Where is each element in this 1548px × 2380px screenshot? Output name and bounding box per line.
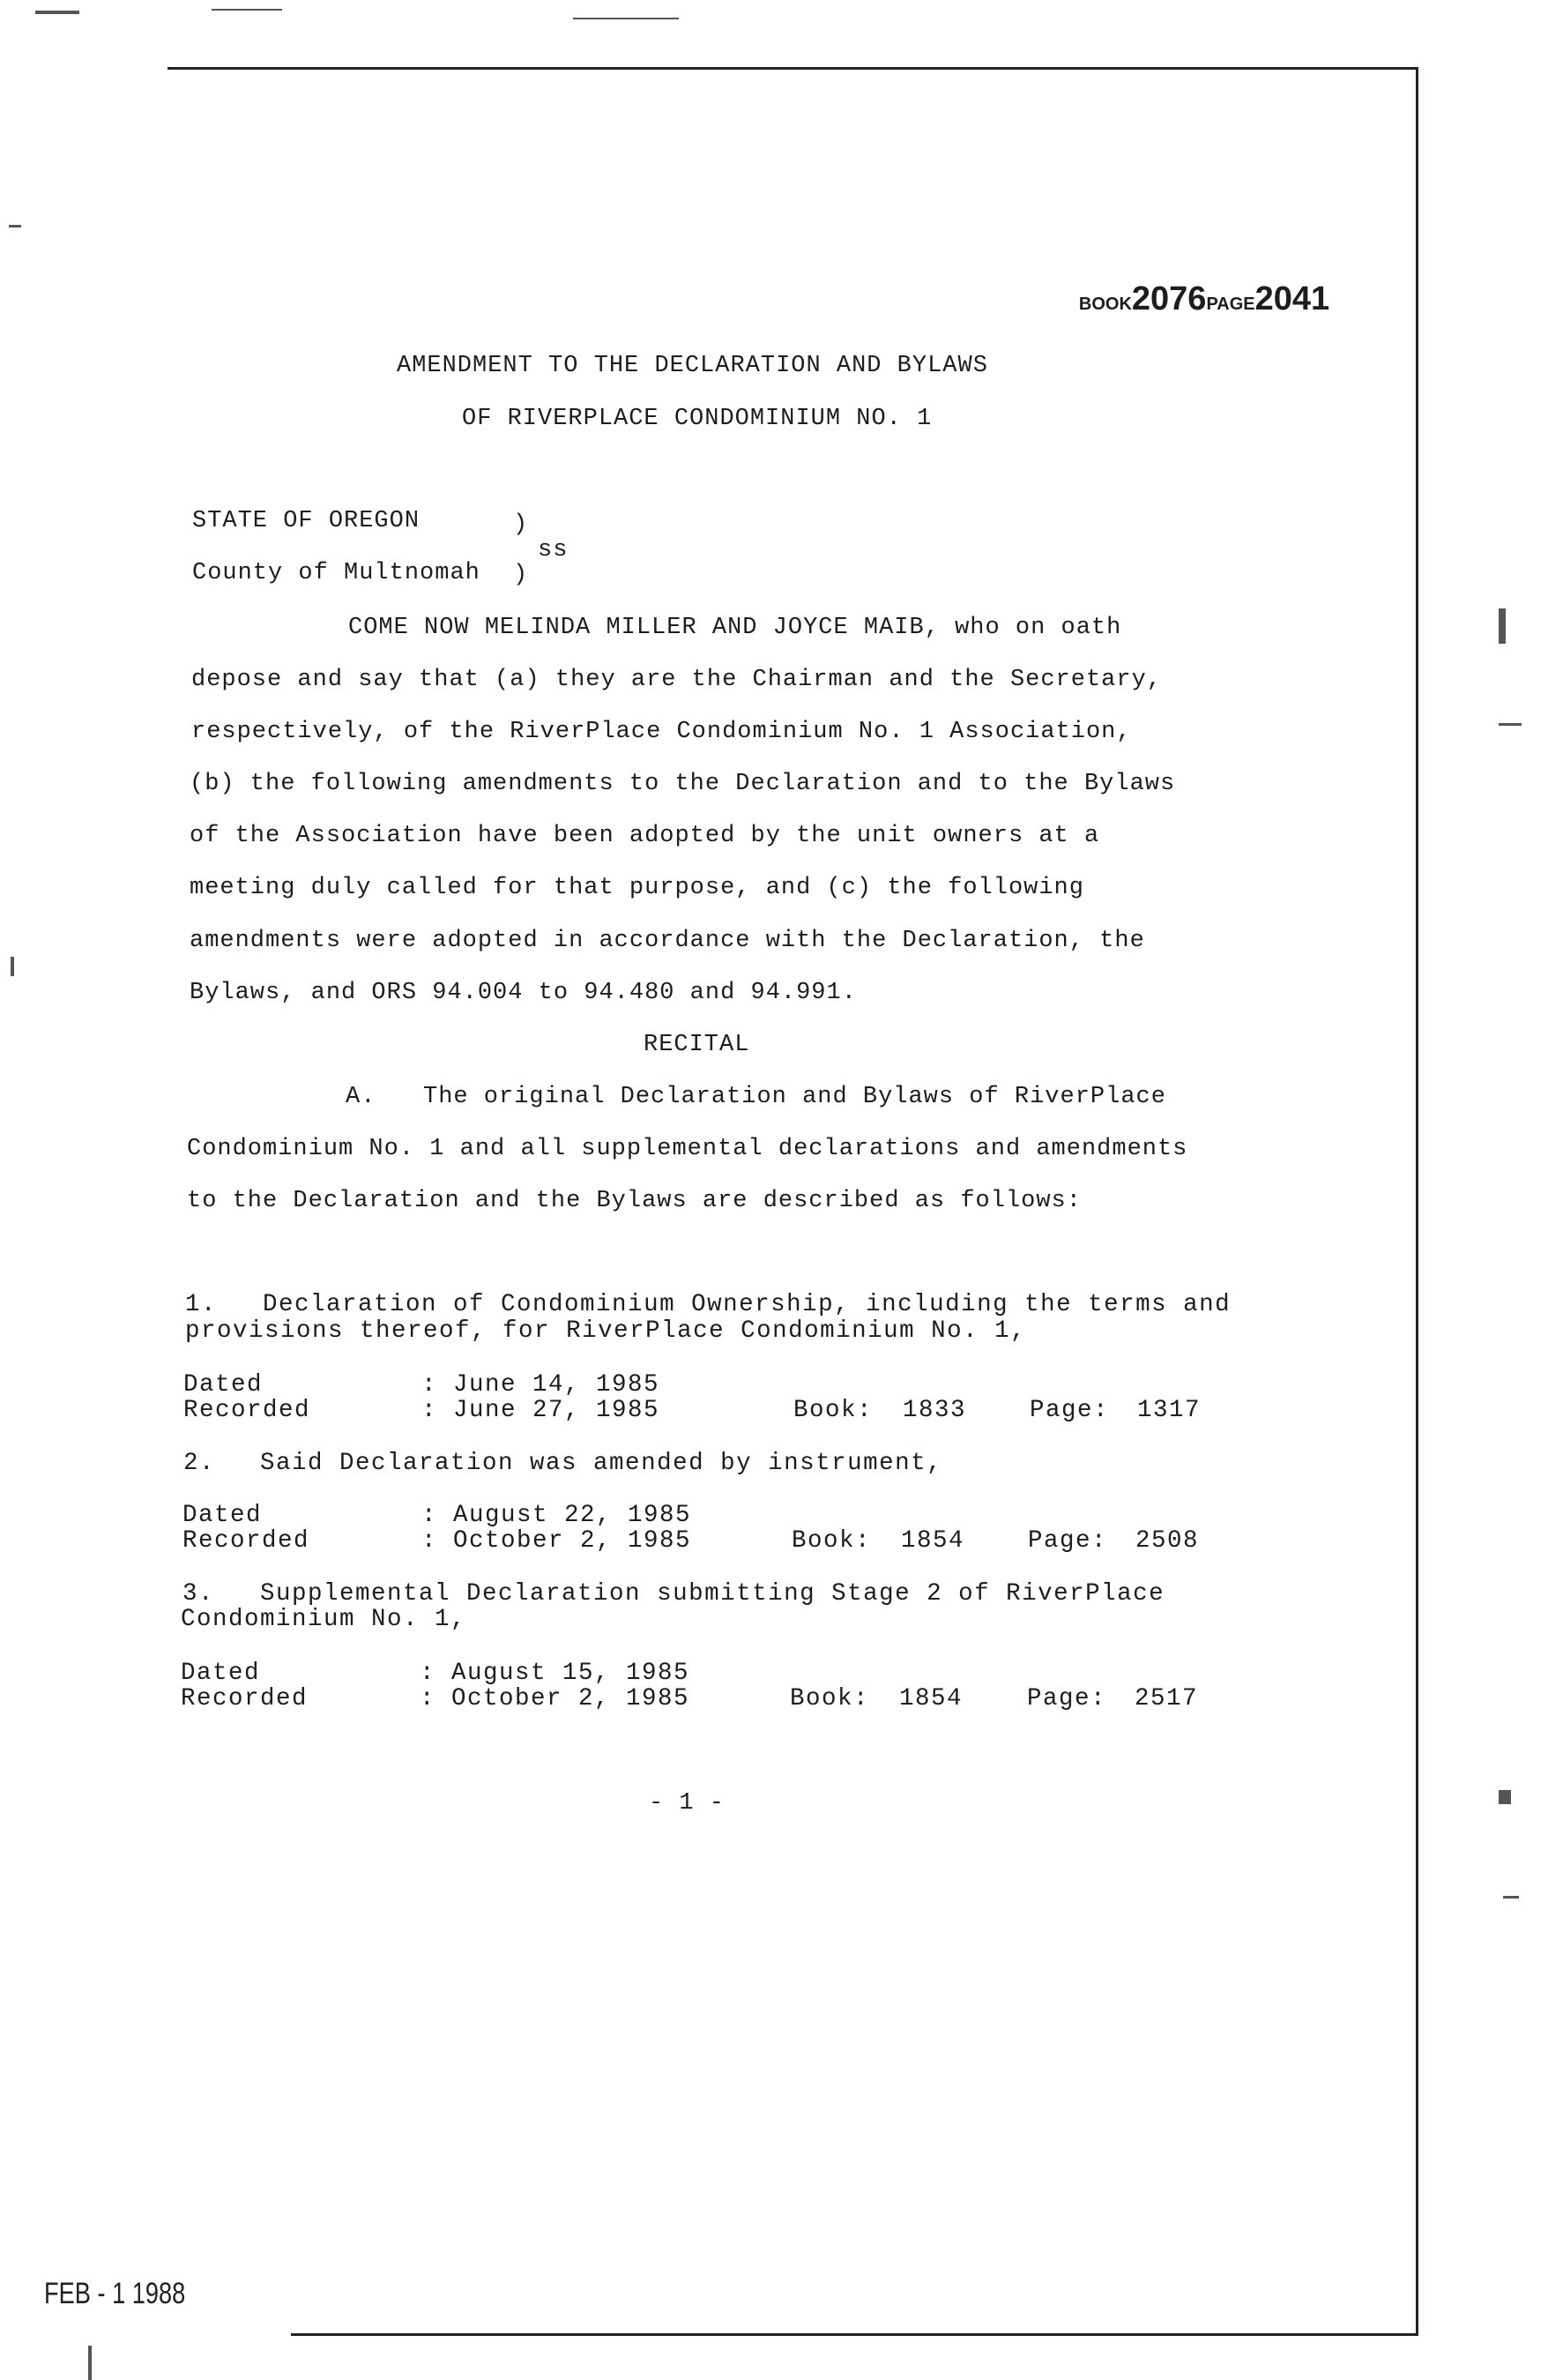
document-title-line1: AMENDMENT TO THE DECLARATION AND BYLAWS xyxy=(397,353,988,379)
book-value: 1833 xyxy=(903,1397,967,1424)
page-number: 2041 xyxy=(1254,280,1330,317)
book-label: BOOK xyxy=(1078,295,1132,314)
dated-label: Dated xyxy=(181,1660,261,1687)
item-number: 3. xyxy=(182,1580,215,1608)
item-number: 1. xyxy=(185,1291,218,1318)
scan-mark xyxy=(88,2346,92,2380)
scan-mark xyxy=(9,225,21,228)
item-text: Said Declaration was amended by instrument, xyxy=(260,1450,943,1477)
received-date-stamp: FEB - 1 1988 xyxy=(44,2277,186,2310)
scan-mark xyxy=(573,18,679,19)
paragraph-line: of the Association have been adopted by the unit owners at a xyxy=(190,823,1100,849)
paragraph-line: Condominium No. 1 and all supplemental declarations and amendments xyxy=(187,1136,1188,1162)
book-label: Book: xyxy=(790,1685,870,1712)
paragraph-line: Bylaws, and ORS 94.004 to 94.480 and 94.991. xyxy=(190,980,857,1006)
recital-heading: RECITAL xyxy=(644,1032,750,1058)
page-value: 2508 xyxy=(1135,1527,1200,1555)
dated-label: Dated xyxy=(182,1502,263,1529)
recorded-value: : October 2, 1985 xyxy=(421,1527,692,1555)
venue-county: County of Multnomah xyxy=(192,560,480,586)
item-text: Supplemental Declaration submitting Stage 2 of RiverPlace xyxy=(260,1580,1165,1608)
recorded-value: : June 27, 1985 xyxy=(421,1397,660,1424)
page-label: PAGE xyxy=(1206,295,1255,314)
item-number: 2. xyxy=(183,1450,216,1477)
book-number: 2076 xyxy=(1131,280,1207,317)
page-label: Page: xyxy=(1027,1685,1107,1712)
page-frame-top xyxy=(167,67,1418,70)
book-value: 1854 xyxy=(901,1527,965,1555)
page-value: 2517 xyxy=(1135,1685,1199,1712)
item-text: Declaration of Condominium Ownership, including the terms and xyxy=(263,1291,1232,1318)
book-label: Book: xyxy=(793,1397,874,1424)
dated-value: : June 14, 1985 xyxy=(421,1371,660,1399)
book-page-stamp xyxy=(1071,265,1329,318)
scan-mark xyxy=(1503,1896,1519,1899)
paragraph-line: to the Declaration and the Bylaws are described as follows: xyxy=(187,1188,1082,1214)
venue-ss: ss xyxy=(538,537,569,563)
book-value: 1854 xyxy=(899,1685,964,1712)
item-text: provisions thereof, for RiverPlace Condominium No. 1, xyxy=(185,1317,1027,1345)
item-text: Condominium No. 1, xyxy=(181,1606,467,1633)
book-label: Book: xyxy=(792,1527,872,1555)
page-frame-bottom xyxy=(291,2333,1418,2336)
page-value: 1317 xyxy=(1137,1397,1202,1424)
scan-mark xyxy=(212,9,282,11)
page-frame-right xyxy=(1416,67,1418,2333)
venue-paren-open: ) xyxy=(513,511,529,538)
paragraph-line: The original Declaration and Bylaws of RiverPlace xyxy=(423,1084,1166,1110)
paragraph-line: respectively, of the RiverPlace Condominium No. 1 Association, xyxy=(191,719,1132,745)
paragraph-line: amendments were adopted in accordance with the Declaration, the xyxy=(190,928,1145,954)
venue-state: STATE OF OREGON xyxy=(192,508,420,534)
dated-value: : August 22, 1985 xyxy=(421,1502,692,1529)
recorded-value: : October 2, 1985 xyxy=(420,1685,690,1712)
page-number-footer: - 1 - xyxy=(649,1790,726,1817)
scan-mark xyxy=(1499,1790,1511,1804)
dated-value: : August 15, 1985 xyxy=(420,1660,690,1687)
dated-label: Dated xyxy=(183,1371,264,1399)
scan-mark xyxy=(1499,608,1506,644)
scan-mark xyxy=(11,957,14,976)
recorded-label: Recorded xyxy=(183,1397,311,1424)
page-label: Page: xyxy=(1028,1527,1108,1555)
recorded-label: Recorded xyxy=(181,1685,309,1712)
paragraph-line: meeting duly called for that purpose, and (c) the following xyxy=(190,875,1084,901)
page-label: Page: xyxy=(1030,1397,1110,1424)
venue-paren-close: ) xyxy=(513,562,529,588)
paragraph-line: (b) the following amendments to the Declaration and to the Bylaws xyxy=(190,771,1176,797)
scan-mark xyxy=(35,11,79,14)
document-title-line2: OF RIVERPLACE CONDOMINIUM NO. 1 xyxy=(462,406,933,432)
scan-mark xyxy=(1499,723,1522,726)
paragraph-line: depose and say that (a) they are the Chairman and the Secretary, xyxy=(191,667,1162,693)
paragraph-line: COME NOW MELINDA MILLER AND JOYCE MAIB, who on oath xyxy=(348,615,1122,641)
paragraph-a-label: A. xyxy=(346,1084,376,1110)
recorded-label: Recorded xyxy=(182,1527,310,1555)
